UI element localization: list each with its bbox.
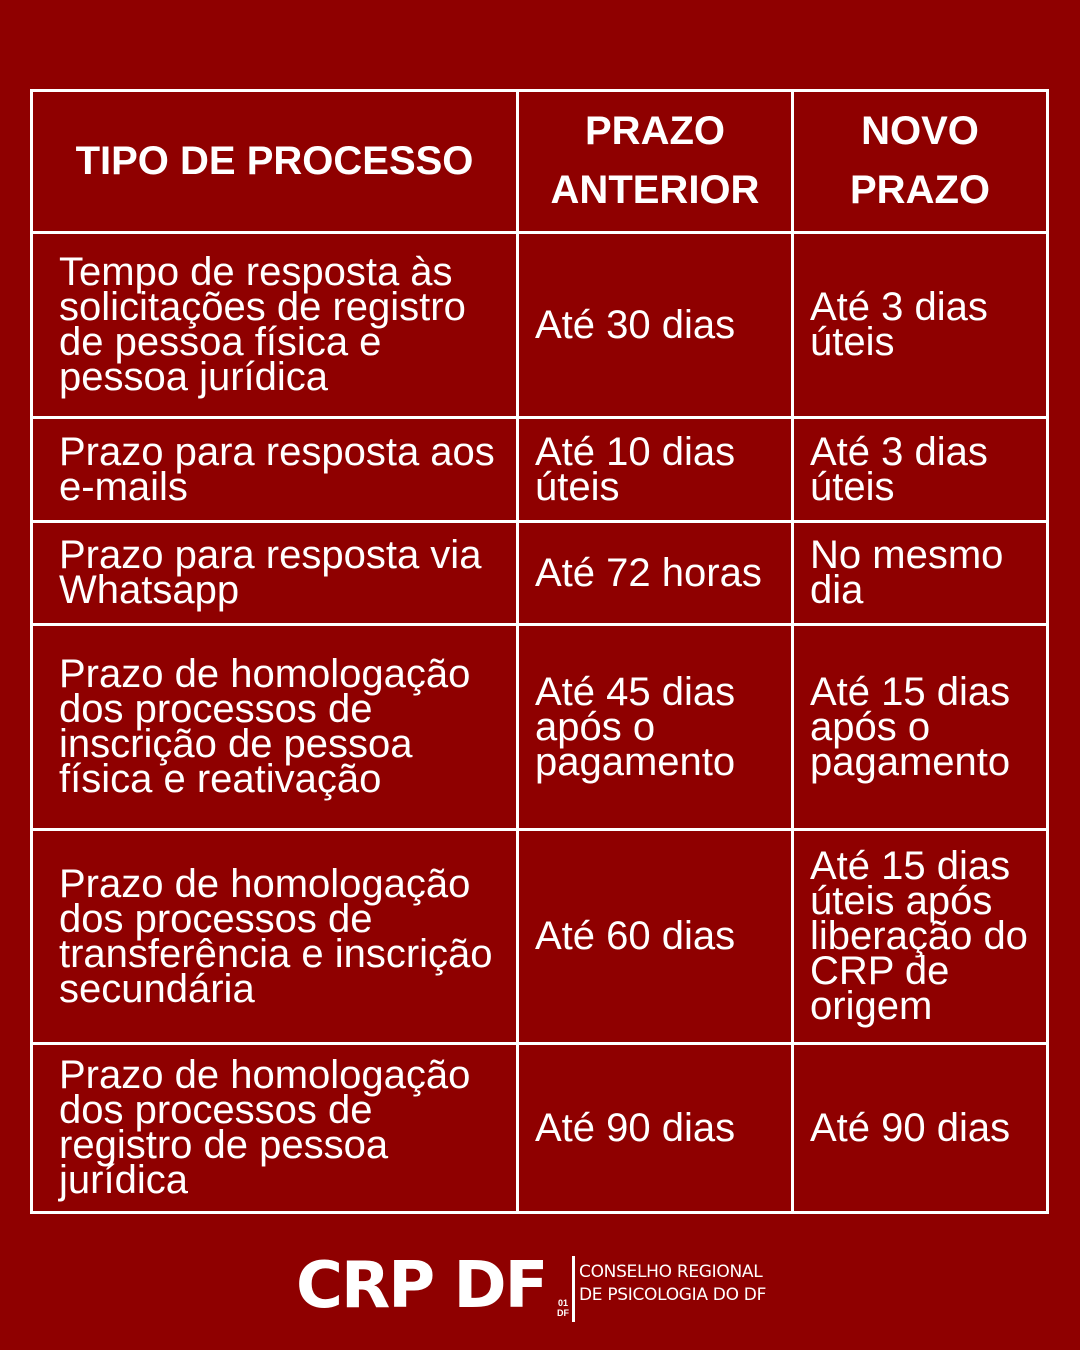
new-deadline-cell: Até 15 dias após o pagamento	[793, 625, 1048, 830]
header-previous-deadline: PRAZO ANTERIOR	[518, 91, 793, 233]
previous-deadline-cell: Até 90 dias	[518, 1044, 793, 1213]
process-type-cell: Prazo para resposta aos e-mails	[32, 418, 518, 522]
table-header-row	[32, 91, 1048, 233]
previous-deadline-cell: Até 10 dias úteis	[518, 418, 793, 522]
logo-mark: CRP DF	[296, 1249, 547, 1323]
process-type-cell: Tempo de resposta às solicitações de registro de pessoa física e pessoa jurídica	[32, 233, 518, 418]
table-row	[32, 233, 1048, 418]
previous-deadline-cell: Até 60 dias	[518, 830, 793, 1044]
table-row	[32, 418, 1048, 522]
previous-deadline-cell: Até 72 horas	[518, 522, 793, 625]
table-row	[32, 522, 1048, 625]
logo-name-line2: DE PSICOLOGIA DO DF	[579, 1285, 767, 1305]
deadlines-table	[30, 89, 1049, 1214]
logo-organization-name	[579, 1261, 766, 1307]
logo-region-code: DF	[557, 1308, 569, 1318]
logo-region-badge	[557, 1298, 569, 1318]
new-deadline-cell: No mesmo dia	[793, 522, 1048, 625]
process-type-cell: Prazo para resposta via Whatsapp	[32, 522, 518, 625]
new-deadline-cell: Até 90 dias	[793, 1044, 1048, 1213]
previous-deadline-cell: Até 30 dias	[518, 233, 793, 418]
logo-divider	[572, 1256, 575, 1322]
logo-name-line1: CONSELHO REGIONAL	[579, 1262, 763, 1282]
header-new-deadline: NOVO PRAZO	[793, 91, 1048, 233]
process-type-cell: Prazo de homologação dos processos de inscrição de pessoa física e reativação	[32, 625, 518, 830]
table-row	[32, 1044, 1048, 1213]
crp-df-logo	[296, 1249, 786, 1323]
process-type-cell: Prazo de homologação dos processos de transferência e inscrição secundária	[32, 830, 518, 1044]
process-type-cell: Prazo de homologação dos processos de registro de pessoa jurídica	[32, 1044, 518, 1213]
table-row	[32, 625, 1048, 830]
table-row	[32, 830, 1048, 1044]
new-deadline-cell: Até 3 dias úteis	[793, 418, 1048, 522]
header-process-type: TIPO DE PROCESSO	[32, 91, 518, 233]
new-deadline-cell: Até 3 dias úteis	[793, 233, 1048, 418]
previous-deadline-cell: Até 45 dias após o pagamento	[518, 625, 793, 830]
new-deadline-cell: Até 15 dias úteis após liberação do CRP de origem	[793, 830, 1048, 1044]
logo-region-number: 01	[557, 1298, 568, 1308]
deadlines-table-container	[30, 89, 1046, 1214]
